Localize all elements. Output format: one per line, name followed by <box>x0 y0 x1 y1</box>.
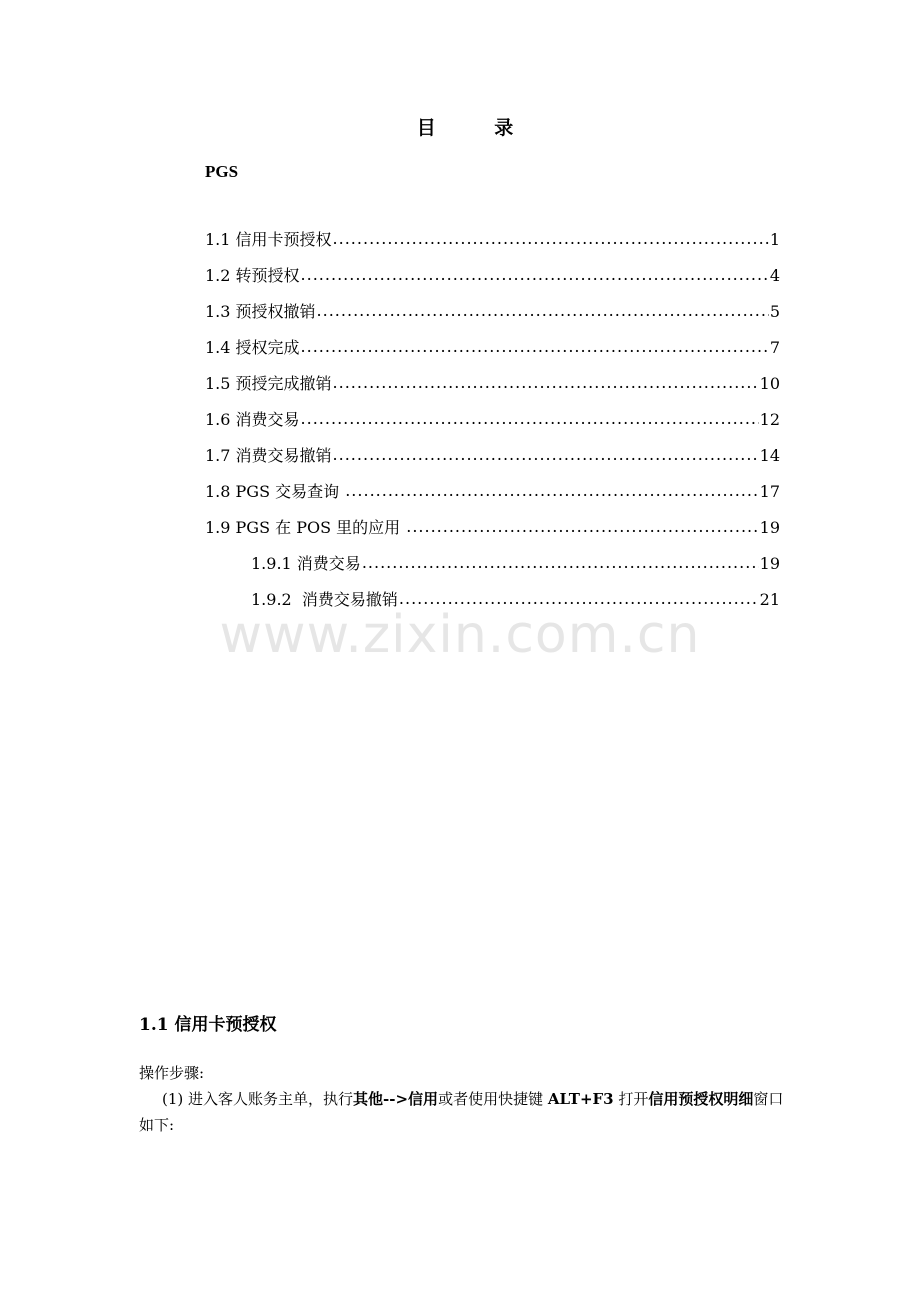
toc-entry-page: 14 <box>759 446 780 465</box>
step-text: 或者使用快捷键 <box>438 1090 548 1108</box>
toc-entry-label: 1.1 信用卡预授权 <box>205 230 332 249</box>
toc-entry[interactable] <box>205 514 780 550</box>
toc-entry-page: 7 <box>769 338 780 357</box>
toc-entry-label: 1.5 预授完成撤销 <box>205 374 332 393</box>
toc-leader-dots <box>301 333 769 361</box>
toc-entry-label: 1.3 预授权撤销 <box>205 302 316 321</box>
toc-entry-label: 1.6 消费交易 <box>205 410 300 429</box>
watermark-text: www.zixin.com.cn <box>219 605 701 665</box>
toc-entry[interactable] <box>205 262 780 298</box>
step-number: (1) <box>162 1090 189 1108</box>
section-heading: 1.1 信用卡预授权 <box>139 1015 277 1035</box>
toc-entry-label: 1.7 消费交易撤销 <box>205 446 332 465</box>
toc-entry[interactable] <box>205 298 780 334</box>
toc-leader-dots <box>333 441 759 469</box>
toc-entry-page: 4 <box>769 266 780 285</box>
toc-entry[interactable] <box>205 478 780 514</box>
toc-leader-dots <box>301 261 769 289</box>
toc-entry[interactable] <box>205 370 780 406</box>
toc-leader-dots <box>317 297 769 325</box>
toc-entry[interactable] <box>205 226 780 262</box>
toc-entry-page: 19 <box>759 518 780 537</box>
toc-entry-page: 10 <box>759 374 780 393</box>
toc-entry-label: 1.9 PGS 在 POS 里的应用 <box>205 518 406 537</box>
toc-entry-page: 1 <box>769 230 780 249</box>
toc-entry-label: 1.9.1 消费交易 <box>251 554 361 573</box>
toc-entry-page: 19 <box>759 554 780 573</box>
toc-entry-label: 1.4 授权完成 <box>205 338 300 357</box>
toc-entry-label: 1.9.2 消费交易撤销 <box>251 590 398 609</box>
menu-path: 其他-->信用 <box>353 1090 439 1108</box>
toc-entry-page: 17 <box>759 482 780 501</box>
toc-entry-label: 1.2 转预授权 <box>205 266 300 285</box>
toc-leader-dots <box>406 513 758 541</box>
toc-entry-page: 5 <box>769 302 780 321</box>
toc-leader-dots <box>301 405 759 433</box>
toc-entry-label: 1.8 PGS 交易查询 <box>205 482 345 501</box>
shortcut-key: ALT+F3 <box>547 1090 614 1108</box>
toc-list <box>205 226 780 622</box>
toc-entry[interactable] <box>205 442 780 478</box>
toc-subtitle: PGS <box>205 162 239 181</box>
toc-entry-page: 21 <box>759 590 780 609</box>
steps-label: 操作步骤: <box>139 1064 205 1082</box>
step-1-paragraph <box>139 1086 787 1138</box>
toc-entry[interactable] <box>205 334 780 370</box>
toc-entry-sub[interactable] <box>205 550 780 586</box>
window-name: 信用预授权明细 <box>648 1090 754 1108</box>
step-text: 窗口如下: <box>139 1090 784 1134</box>
step-text: 打开 <box>613 1090 649 1108</box>
toc-leader-dots <box>345 477 758 505</box>
toc-leader-dots <box>362 549 759 577</box>
toc-title: 目 录 <box>416 117 540 139</box>
toc-leader-dots <box>333 225 769 253</box>
step-text: 进入客人账务主单，执行 <box>188 1090 354 1108</box>
toc-entry[interactable] <box>205 406 780 442</box>
toc-entry-page: 12 <box>759 410 780 429</box>
toc-leader-dots <box>333 369 759 397</box>
